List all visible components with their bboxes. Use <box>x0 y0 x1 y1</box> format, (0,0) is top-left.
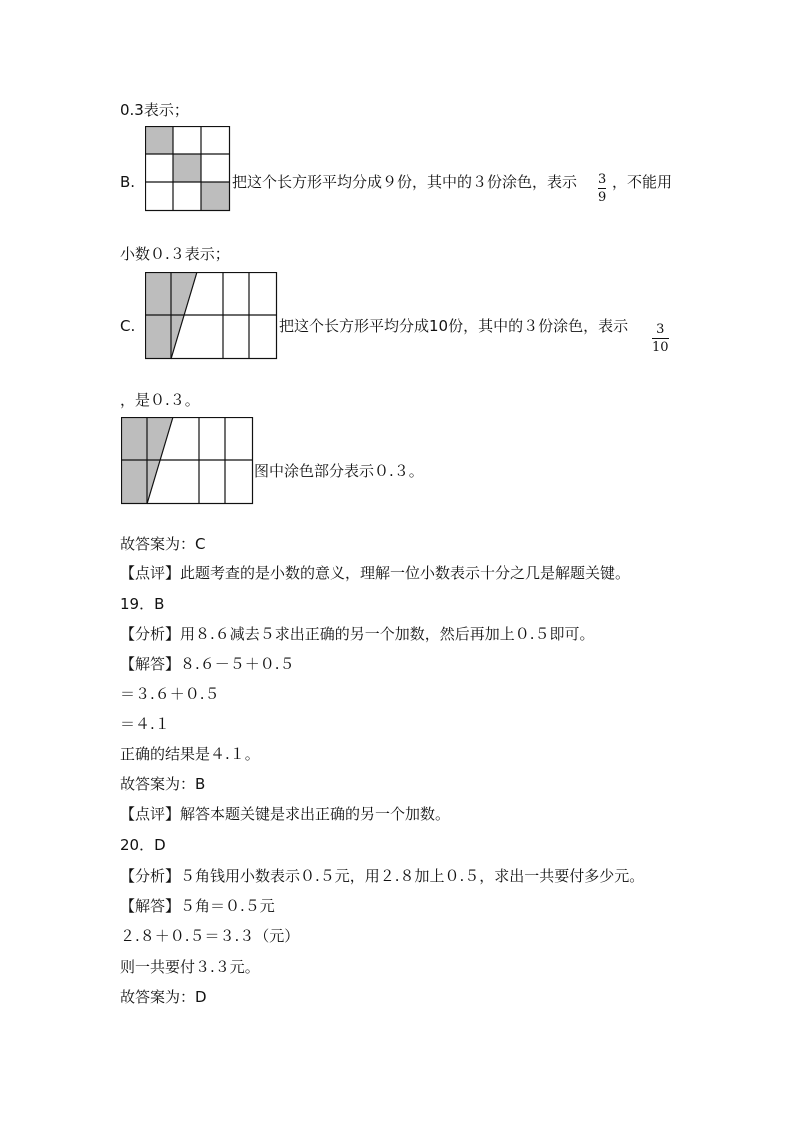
fraction-bar <box>652 338 669 339</box>
grid-2x5-figure <box>145 272 278 360</box>
option-b-line2: 小数０.３表示； <box>120 245 230 263</box>
q19-answer: 故答案为：B <box>120 775 206 793</box>
option-c-line2: ，是０.３。 <box>120 391 200 409</box>
grid-2x5-figure-2 <box>121 417 254 505</box>
option-a-tail: 0.3表示； <box>120 101 189 119</box>
fraction-3-10 <box>652 322 669 355</box>
q20-step1: ２.８＋０.５＝３.３（元） <box>120 927 300 945</box>
fraction-numerator: 3 <box>656 322 665 337</box>
option-b-text: 把这个长方形平均分成９份，其中的３份涂色，表示 <box>232 173 578 191</box>
q19-result: 正确的结果是４.１。 <box>120 745 260 763</box>
option-b-letter: B. <box>120 173 136 191</box>
option-b-text-after: ，不能用 <box>612 173 673 191</box>
q19-step1: ＝３.６＋０.５ <box>120 685 220 703</box>
fraction-bar <box>598 188 606 189</box>
option-c-letter: C. <box>120 317 136 335</box>
figure-caption: 图中涂色部分表示０.３。 <box>254 462 424 480</box>
q19-number: 19．B <box>120 595 165 613</box>
fraction-denominator: 9 <box>598 190 607 205</box>
fraction-denominator: 10 <box>652 340 669 355</box>
option-c-text: 把这个长方形平均分成10份，其中的３份涂色，表示 <box>279 317 629 335</box>
q20-solution: 【解答】５角＝０.５元 <box>120 897 275 915</box>
answer-18: 故答案为：C <box>120 535 206 553</box>
fraction-3-9 <box>598 172 606 205</box>
q19-solution: 【解答】８.６－５＋０.５ <box>120 655 295 673</box>
q19-comment: 【点评】解答本题关键是求出正确的另一个加数。 <box>120 805 451 823</box>
q20-analysis: 【分析】５角钱用小数表示０.５元，用２.８加上０.５，求出一共要付多少元。 <box>120 867 645 885</box>
q20-answer: 故答案为：D <box>120 988 207 1006</box>
fraction-numerator: 3 <box>598 172 607 187</box>
grid-3x3-figure <box>145 126 231 212</box>
q19-analysis: 【分析】用８.６减去５求出正确的另一个加数，然后再加上０.５即可。 <box>120 625 595 643</box>
q19-step2: ＝４.１ <box>120 715 170 733</box>
q20-result: 则一共要付３.３元。 <box>120 958 260 976</box>
comment-18: 【点评】此题考查的是小数的意义，理解一位小数表示十分之几是解题关键。 <box>120 564 631 582</box>
q20-number: 20．D <box>120 836 166 854</box>
